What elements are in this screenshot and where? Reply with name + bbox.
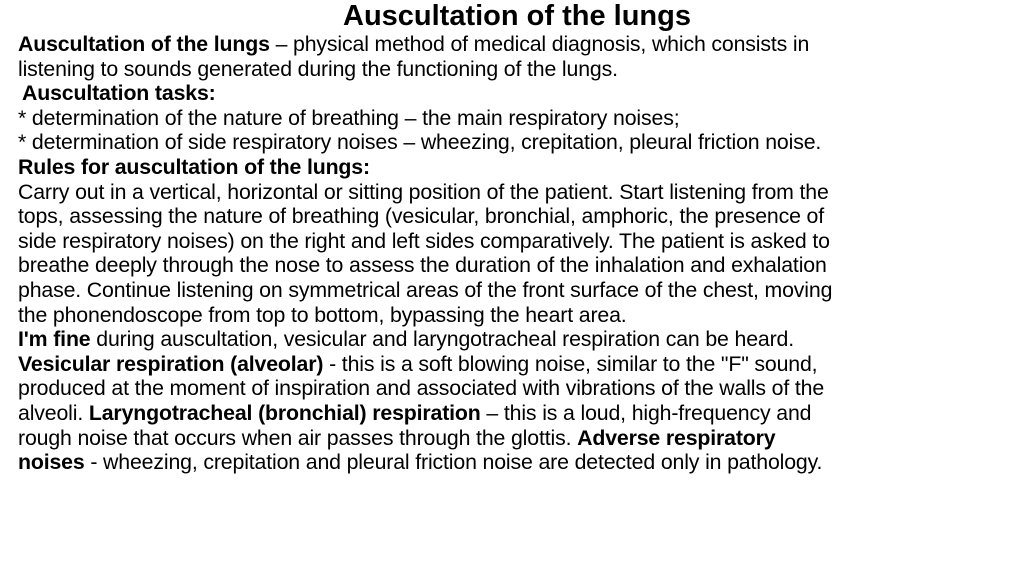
laryngo-term: Laryngotracheal (bronchial) respiration [88,400,481,425]
definition-text: – physical method of medical diagnosis, which consists in [269,32,810,56]
rules-heading: Rules for auscultation of the lungs: [18,154,370,179]
norm-term: I'm fine [18,327,91,352]
tasks-heading: Auscultation tasks: [22,81,216,106]
laryngo-line-2 [18,426,1010,451]
norm-text: during auscultation, vesicular and laryngotracheal respiration can be heard. [90,327,795,352]
tasks-item-1: * determination of the nature of breathing – the main respiratory noises; [18,105,680,130]
tasks-item-2: * determination of side respiratory noises – wheezing, crepitation, pleural friction noise. [18,130,822,155]
rules-line: tops, assessing the nature of breathing (vesicular, bronchial, amphoric, the presence of [18,204,825,229]
slide [18,0,1010,475]
rules-line: phase. Continue listening on symmetrical areas of the front surface of the chest, moving [18,277,833,302]
adverse-line [18,450,1010,475]
definition-term: Auscultation of the lungs [18,32,270,56]
vesicular-term: Vesicular respiration (alveolar) [18,351,324,376]
rules-line: breathe deeply through the nose to assess the duration of the inhalation and exhalation [18,253,827,278]
laryngo-text-end: rough noise that occurs when air passes through the glottis. [18,425,578,450]
vesicular-line-2: produced at the moment of inspiration and associated with vibrations of the walls of the [18,376,825,401]
slide-title: Auscultation of the lungs [343,0,691,32]
rules-line: side respiratory noises) on the right and left sides comparatively. The patient is asked to [18,228,830,253]
vesicular-line-1 [18,352,1010,377]
norm-line [18,327,1010,352]
adverse-term-part-2: noises [18,450,85,475]
rules-line: Carry out in a vertical, horizontal or sitting position of the patient. Start listening from the [18,179,829,204]
definition-line-1 [18,32,1010,57]
rules-line: the phonendoscope from top to bottom, bypassing the heart area. [18,302,627,327]
definition-line-2: listening to sounds generated during the functioning of the lungs. [18,56,618,81]
slide-body [18,32,1010,475]
vesicular-text-end: alveoli. [18,400,89,425]
adverse-term-part-1: Adverse respiratory [577,425,776,450]
vesicular-line-3 [18,401,1010,426]
vesicular-text: - this is a soft blowing noise, similar to the "F" sound, [323,351,818,376]
adverse-text: - wheezing, crepitation and pleural friction noise are detected only in pathology. [84,450,823,475]
laryngo-text: – this is a loud, high-frequency and [480,400,812,425]
